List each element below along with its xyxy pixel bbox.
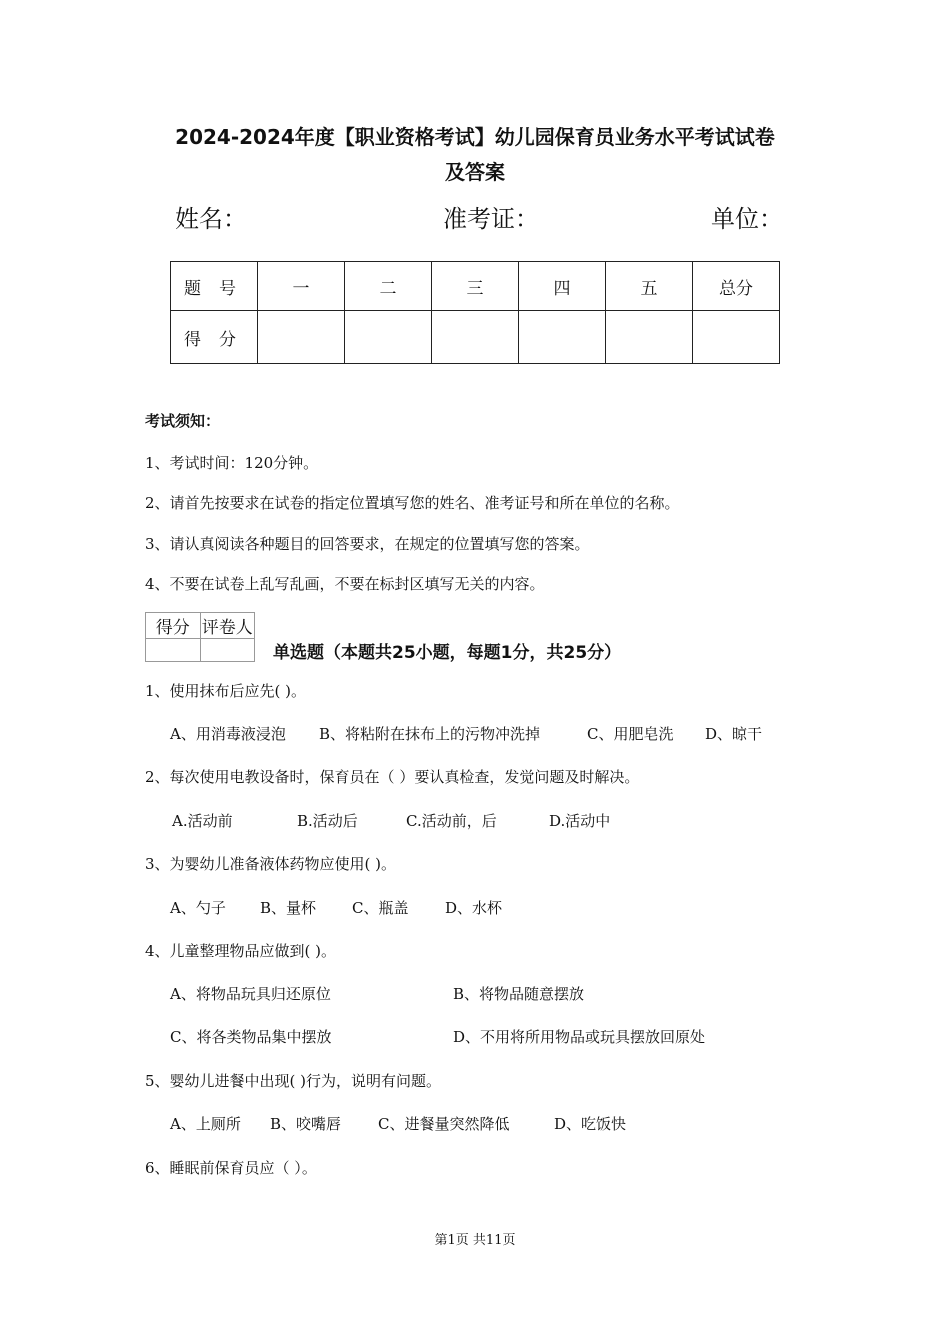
option: C.活动前，后 (406, 812, 497, 830)
option: A.活动前 (172, 812, 233, 830)
score-input-cell[interactable] (693, 311, 780, 364)
option: B、将物品随意摆放 (453, 985, 585, 1003)
score-cell: 总分 (693, 262, 780, 311)
score-row-label: 得分 (171, 311, 258, 364)
option: B、量杯 (260, 899, 317, 917)
exam-id-label: 准考证： (443, 205, 539, 233)
notice-heading: 考试须知： (145, 412, 221, 430)
grader-table (145, 612, 255, 662)
section-title: 单选题（本题共25小题，每题1分，共25分） (273, 643, 622, 663)
grader-name-cell[interactable] (200, 639, 255, 662)
score-cell: 一 (258, 262, 345, 311)
option: D.活动中 (549, 812, 611, 830)
exam-title-line1: 2024-2024年度【职业资格考试】幼儿园保育员业务水平考试试卷 (175, 125, 775, 149)
notice-item: 4、不要在试卷上乱写乱画，不要在标封区填写无关的内容。 (145, 575, 545, 593)
unit-label: 单位： (711, 205, 783, 233)
score-table-score-row (171, 311, 780, 364)
score-input-cell[interactable] (258, 311, 345, 364)
name-label: 姓名： (175, 205, 247, 233)
grader-score-cell[interactable] (146, 639, 201, 662)
question-text: 1、使用抹布后应先( )。 (145, 682, 307, 700)
question-text: 2、每次使用电教设备时，保育员在（ ）要认真检查，发觉问题及时解决。 (145, 768, 640, 786)
score-cell: 五 (606, 262, 693, 311)
option: A、用消毒液浸泡 (170, 725, 286, 743)
score-input-cell[interactable] (519, 311, 606, 364)
score-cell: 四 (519, 262, 606, 311)
option: C、将各类物品集中摆放 (170, 1028, 332, 1046)
question-text: 3、为婴幼儿准备液体药物应使用( )。 (145, 855, 397, 873)
score-table (170, 261, 780, 364)
option: D、不用将所用物品或玩具摆放回原处 (453, 1028, 706, 1046)
notice-item: 3、请认真阅读各种题目的回答要求，在规定的位置填写您的答案。 (145, 535, 590, 553)
score-table-header-row (171, 262, 780, 311)
notice-item: 1、考试时间：120分钟。 (145, 454, 319, 472)
grader-name-header: 评卷人 (200, 613, 255, 639)
page-footer: 第1页 共11页 (434, 1233, 516, 1248)
score-cell: 三 (432, 262, 519, 311)
score-cell: 二 (345, 262, 432, 311)
option: C、用肥皂洗 (587, 725, 674, 743)
option: D、吃饭快 (554, 1115, 627, 1133)
grader-score-header: 得分 (146, 613, 201, 639)
question-text: 6、睡眠前保育员应（ ）。 (145, 1159, 317, 1177)
option: C、进餐量突然降低 (378, 1115, 510, 1133)
score-cell: 题号 (171, 262, 258, 311)
option: B、咬嘴唇 (270, 1115, 342, 1133)
option: D、晾干 (705, 725, 763, 743)
score-input-cell[interactable] (345, 311, 432, 364)
option: A、勺子 (170, 899, 226, 917)
exam-title-line2: 及答案 (445, 160, 505, 184)
option: B.活动后 (297, 812, 358, 830)
option: A、上厕所 (170, 1115, 241, 1133)
score-input-cell[interactable] (606, 311, 693, 364)
question-text: 5、婴幼儿进餐中出现( )行为，说明有问题。 (145, 1072, 442, 1090)
option: D、水杯 (445, 899, 503, 917)
option: A、将物品玩具归还原位 (170, 985, 331, 1003)
notice-item: 2、请首先按要求在试卷的指定位置填写您的姓名、准考证号和所在单位的名称。 (145, 494, 680, 512)
score-input-cell[interactable] (432, 311, 519, 364)
option: C、瓶盖 (352, 899, 409, 917)
option: B、将粘附在抹布上的污物冲洗掉 (319, 725, 541, 743)
question-text: 4、儿童整理物品应做到( )。 (145, 942, 337, 960)
